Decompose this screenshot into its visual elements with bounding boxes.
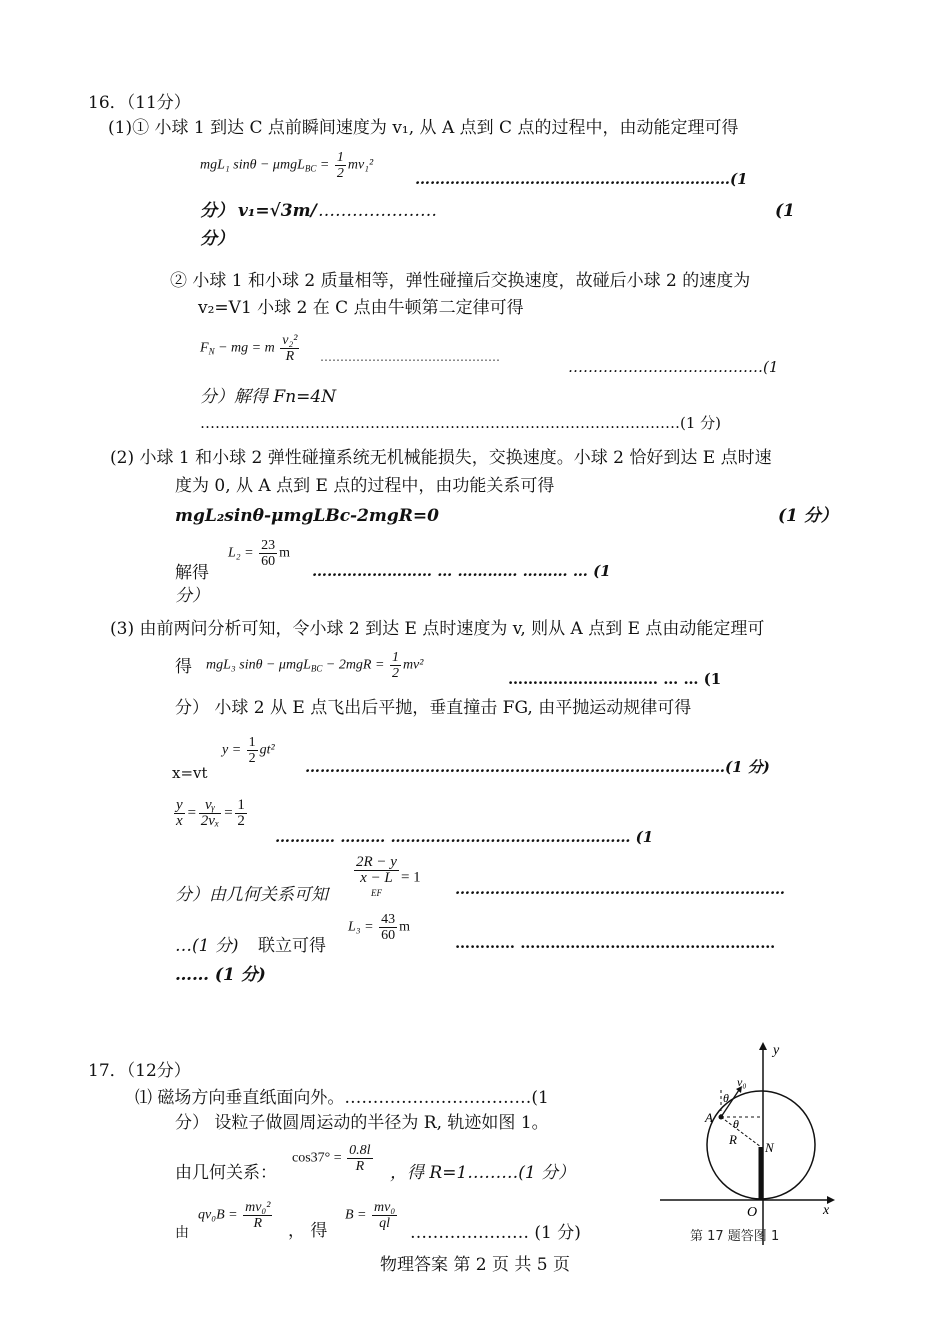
- q17-eq1: cos37° = $\frac{0.8l}{R}$: [292, 1143, 371, 1174]
- q16-p2-line1: ② 小球 1 和小球 2 质量相等，弹性碰撞后交换速度，故碰后小球 2 的速度为: [170, 271, 751, 291]
- q16-joint-label: 联立可得: [258, 936, 326, 956]
- q16-eq5: mgL₃ sinθ − μmgL$_{BC}$ − 2mgR = $\frac{1}{2}$ mv²: [206, 650, 424, 681]
- q16-dots-v1: …………………: [318, 201, 437, 221]
- q17-geo-label: 由几何关系：: [175, 1163, 277, 1183]
- point-a: [719, 1115, 724, 1120]
- radius-line: [721, 1117, 761, 1147]
- q16-score-fen-1: 分）: [200, 201, 234, 221]
- q16-p4-line1: (3) 由前两问分析可知，令小球 2 到达 E 点时速度为 v, 则从 A 点到 E 点由动能定理可: [110, 619, 765, 639]
- q16-dots2b: …………………………………(1: [568, 358, 779, 376]
- q16-eq6: y = $\frac{1}{2}$ gt²: [222, 735, 275, 766]
- q16-geo-label: 分）由几何关系可知: [175, 885, 328, 905]
- figure-caption: 第 17 题答图 1: [690, 1229, 780, 1244]
- q17-p1: ⑴ 磁场方向垂直纸面向外。……………………………(1: [135, 1088, 549, 1108]
- y-axis-label: y: [773, 1043, 780, 1058]
- q16-dots9c: …… (1 分): [175, 965, 266, 985]
- q16-p4-line3: 分） 小球 2 从 E 点飞出后平抛，垂直撞击 FG, 由平抛运动规律可得: [175, 698, 692, 718]
- y-axis-arrow-icon: [759, 1042, 767, 1050]
- theta-label-top: θ: [723, 1091, 729, 1105]
- q16-eq4: L₂ = $\frac{23}{60}$ m: [228, 538, 290, 569]
- q16-eq1: mgL₁ sinθ − μmgL$_{BC}$ = $\frac{1}{2}$ mv₁²: [200, 150, 374, 181]
- q16-dots9a: …(1 分): [175, 936, 239, 956]
- q16-eq2: $F_N$ − mg = m $\frac{\text{v₂²}}{R}$: [200, 333, 298, 364]
- q16-dots2a: ………………………………………: [320, 350, 500, 364]
- q17-dots3: ………………… (1 分): [410, 1223, 581, 1243]
- point-a-label: A: [705, 1110, 713, 1125]
- q17-eq1-tail: ，得 R=1………(1 分）: [390, 1163, 576, 1183]
- q17-you: 由: [175, 1225, 189, 1241]
- q16-p2-line2: v₂=V1 小球 2 在 C 点由牛顿第二定律可得: [198, 298, 524, 318]
- q16-dots9b: ………… ……………………………………………: [455, 934, 776, 952]
- q16-eq8: 2R − y x − L EF = 1: [356, 854, 421, 898]
- q17-header: 17．（12分）: [88, 1061, 191, 1081]
- q16-dots4: …………………… … ………… ……… … (1: [312, 562, 611, 580]
- q16-eq7: $\frac{y}{x}$ = $\frac{\text{vᵧ}}{\text{2vₓ}}$ = $\frac{1}{2}$: [176, 797, 245, 829]
- q16-score-fen-2: 分）: [200, 229, 234, 249]
- q16-p4-de: 得: [175, 657, 192, 677]
- q16-dots8: …………………………………………………………: [455, 880, 785, 898]
- point-n-label: N: [765, 1140, 774, 1155]
- x-axis-label: x: [823, 1203, 830, 1218]
- q16-p2-result: 分）解得 Fn=4N: [200, 387, 337, 407]
- q16-dots7: ………… ……… ………………………………………… (1: [275, 828, 654, 846]
- q16-header: 16．（11分）: [88, 93, 191, 113]
- q16-score-fen-4: 分）: [175, 586, 209, 606]
- q16-score-open: (1: [775, 201, 795, 221]
- q16-p1-line1: (1)① 小球 1 到达 C 点前瞬间速度为 v₁, 从 A 点到 C 点的过程中，由动能定理可得: [108, 118, 739, 138]
- q17-figure: [655, 1040, 855, 1250]
- q16-eq9: L₃ = $\frac{43}{60}$ m: [348, 912, 410, 943]
- q16-solve-label: 解得: [175, 563, 209, 583]
- q16-p3-line1: (2) 小球 1 和小球 2 弹性碰撞系统无机械能损失，交换速度。小球 2 恰好到达 E 点时速: [110, 448, 772, 468]
- q17-p2: 分） 设粒子做圆周运动的半径为 R, 轨迹如图 1。: [175, 1113, 549, 1133]
- q16-dots5: ………………………… … … (1: [508, 670, 722, 688]
- q16-p3-line2: 度为 0, 从 A 点到 E 点的过程中，由功能关系可得: [175, 476, 555, 496]
- q17-eq3: B = $\frac{\text{mv₀}}{ql}$: [345, 1200, 396, 1231]
- q16-eq3: mgL₂sinθ-μmgLBc-2mgR=0: [175, 506, 440, 526]
- v0-label: v₀: [737, 1075, 747, 1089]
- origin-label: O: [747, 1205, 758, 1220]
- q16-xvt: x=vt: [172, 764, 208, 782]
- theta-label-bottom: θ: [733, 1117, 739, 1131]
- q16-dots2c: ……………………………………………………………………………………(1 分): [200, 414, 722, 432]
- radius-label: R: [729, 1132, 737, 1147]
- q17-de: ， 得: [288, 1221, 328, 1241]
- page-footer: 物理答案 第 2 页 共 5 页: [379, 1255, 571, 1275]
- q16-dots1: ………………………………………………………(1: [415, 170, 748, 188]
- q17-figure-svg: [655, 1040, 855, 1250]
- q16-v1-result: v₁=√3m/: [238, 201, 317, 221]
- q16-score3: (1 分）: [778, 506, 838, 526]
- q16-dots6: …………………………………………………………………………(1 分): [305, 758, 770, 776]
- q17-eq2: qv₀B = $\frac{\text{mv₀²}}{R}$: [198, 1200, 271, 1231]
